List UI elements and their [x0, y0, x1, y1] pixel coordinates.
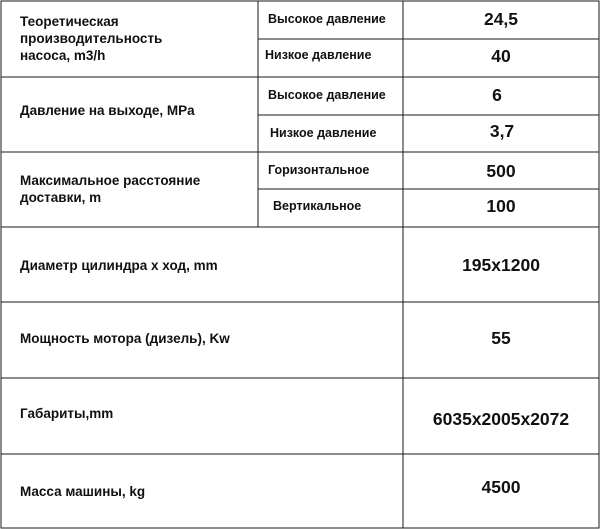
- row-label-outlet-pressure: Давление на выходе, MPa: [20, 103, 195, 118]
- row-label-capacity: Теоретическая производительность насоса, m3/h: [20, 14, 163, 63]
- value-pressure-high: 6: [492, 85, 502, 105]
- sub-label-vertical: Вертикальное: [273, 199, 362, 213]
- sub-label-high-pressure: Высокое давление: [268, 12, 386, 26]
- row-label-motor-power: Мощность мотора (дизель), Kw: [20, 331, 230, 346]
- value-mass: 4500: [481, 477, 521, 497]
- row-label-cylinder: Диаметр цилиндра х ход, mm: [20, 258, 218, 273]
- value-distance-horizontal: 500: [486, 161, 516, 181]
- value-dimensions: 6035x2005x2072: [432, 409, 570, 429]
- value-motor-power: 55: [491, 328, 511, 348]
- sub-label-high-pressure: Высокое давление: [268, 88, 386, 102]
- sub-label-low-pressure: Низкое давление: [265, 48, 372, 62]
- sub-label-low-pressure: Низкое давление: [270, 126, 377, 140]
- value-capacity-high: 24,5: [483, 9, 519, 29]
- value-capacity-low: 40: [491, 46, 511, 66]
- value-distance-vertical: 100: [486, 196, 516, 216]
- value-pressure-low: 3,7: [489, 121, 515, 141]
- value-cylinder: 195x1200: [462, 255, 540, 275]
- sub-label-horizontal: Горизонтальное: [268, 163, 370, 177]
- row-label-mass: Масса машины, kg: [20, 484, 146, 499]
- row-label-dimensions: Габариты,mm: [20, 406, 114, 421]
- row-label-max-distance: Максимальное расстояние доставки, m: [20, 173, 201, 205]
